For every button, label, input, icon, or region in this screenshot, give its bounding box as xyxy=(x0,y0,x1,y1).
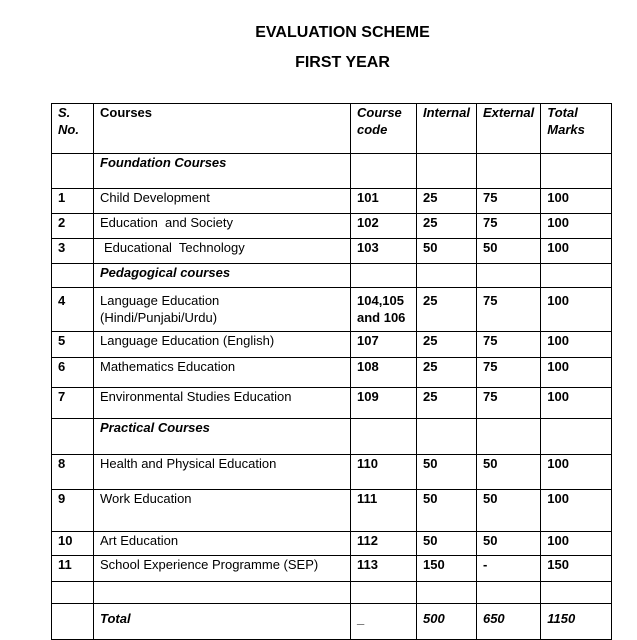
cell-sno: 1 xyxy=(52,189,94,214)
cell-course: Art Education xyxy=(94,532,351,556)
table-row xyxy=(52,239,612,264)
totals-internal: 500 xyxy=(417,604,477,640)
cell-code: 102 xyxy=(351,214,417,239)
cell-course: Work Education xyxy=(94,490,351,532)
table-row xyxy=(52,358,612,388)
cell-internal: 50 xyxy=(417,490,477,532)
cell-internal: 25 xyxy=(417,214,477,239)
cell-course: School Experience Programme (SEP) xyxy=(94,556,351,582)
cell-external: 50 xyxy=(476,490,540,532)
section-row-foundation xyxy=(52,154,612,189)
page-subtitle: FIRST YEAR xyxy=(295,54,390,71)
cell-code: 103 xyxy=(351,239,417,264)
cell-course: Health and Physical Education xyxy=(94,455,351,490)
table-row xyxy=(52,532,612,556)
cell-external: 50 xyxy=(476,532,540,556)
totals-external: 650 xyxy=(476,604,540,640)
cell-total: 100 xyxy=(541,288,612,332)
cell-sno: 8 xyxy=(52,455,94,490)
header-courses: Courses xyxy=(94,104,351,154)
cell-internal: 25 xyxy=(417,189,477,214)
totals-code: _ xyxy=(351,604,417,640)
cell-internal: 50 xyxy=(417,239,477,264)
table-header-row xyxy=(52,104,612,154)
cell-course-line1: Language Education xyxy=(100,293,220,308)
table-row xyxy=(52,490,612,532)
cell-external: 75 xyxy=(476,288,540,332)
table-row xyxy=(52,332,612,358)
table-row xyxy=(52,455,612,490)
cell-course-line2: (Hindi/Punjabi/Urdu) xyxy=(100,310,218,325)
cell-course: Educational Technology xyxy=(94,239,351,264)
cell-total: 100 xyxy=(541,332,612,358)
cell-total: 100 xyxy=(541,388,612,419)
cell-external: 75 xyxy=(476,358,540,388)
cell-code: 108 xyxy=(351,358,417,388)
cell-external: 75 xyxy=(476,189,540,214)
cell-course: Language Education (English) xyxy=(94,332,351,358)
table-row xyxy=(52,288,612,332)
cell-sno: 5 xyxy=(52,332,94,358)
cell-external: 75 xyxy=(476,214,540,239)
cell-total: 150 xyxy=(541,556,612,582)
cell-external: - xyxy=(476,556,540,582)
cell-sno: 2 xyxy=(52,214,94,239)
header-sno-line1: S. xyxy=(58,105,71,120)
totals-label: Total xyxy=(94,604,351,640)
cell-internal: 25 xyxy=(417,288,477,332)
page-title: EVALUATION SCHEME xyxy=(255,24,430,41)
cell-external: 75 xyxy=(476,332,540,358)
cell-course xyxy=(94,288,351,332)
cell-internal: 25 xyxy=(417,388,477,419)
cell-external: 50 xyxy=(476,239,540,264)
header-total-line2: Marks xyxy=(547,122,585,137)
cell-total: 100 xyxy=(541,189,612,214)
section-row-pedagogical xyxy=(52,264,612,288)
cell-code: 112 xyxy=(351,532,417,556)
cell-code-line1: 104,105 xyxy=(357,293,404,308)
header-course-code xyxy=(351,104,417,154)
table-row xyxy=(52,189,612,214)
table-row xyxy=(52,214,612,239)
header-sno xyxy=(52,104,94,154)
cell-code: 107 xyxy=(351,332,417,358)
cell-internal: 25 xyxy=(417,358,477,388)
cell-total: 100 xyxy=(541,358,612,388)
section-foundation-label: Foundation Courses xyxy=(94,154,351,189)
header-external: External xyxy=(476,104,540,154)
cell-internal: 50 xyxy=(417,455,477,490)
cell-sno: 7 xyxy=(52,388,94,419)
cell-code: 113 xyxy=(351,556,417,582)
cell-total: 100 xyxy=(541,239,612,264)
header-internal: Internal xyxy=(417,104,477,154)
section-practical-label: Practical Courses xyxy=(94,419,351,455)
header-sno-line2: No. xyxy=(58,122,79,137)
cell-code: 111 xyxy=(351,490,417,532)
cell-sno: 10 xyxy=(52,532,94,556)
cell-course: Child Development xyxy=(94,189,351,214)
totals-total: 1150 xyxy=(541,604,612,640)
cell-sno: 4 xyxy=(52,288,94,332)
cell-total: 100 xyxy=(541,532,612,556)
cell-code: 109 xyxy=(351,388,417,419)
cell-course: Mathematics Education xyxy=(94,358,351,388)
cell-total: 100 xyxy=(541,490,612,532)
cell-course: Education and Society xyxy=(94,214,351,239)
cell-sno: 3 xyxy=(52,239,94,264)
header-code-line1: Course xyxy=(357,105,402,120)
cell-total: 100 xyxy=(541,455,612,490)
cell-total: 100 xyxy=(541,214,612,239)
cell-internal: 25 xyxy=(417,332,477,358)
section-row-practical xyxy=(52,419,612,455)
cell-code xyxy=(351,288,417,332)
header-total-marks xyxy=(541,104,612,154)
totals-row xyxy=(52,604,612,640)
cell-code-line2: and 106 xyxy=(357,310,406,325)
header-total-line1: Total xyxy=(547,105,578,120)
evaluation-table xyxy=(51,103,612,640)
table-row xyxy=(52,388,612,419)
cell-internal: 50 xyxy=(417,532,477,556)
cell-sno: 11 xyxy=(52,556,94,582)
cell-external: 75 xyxy=(476,388,540,419)
cell-code: 110 xyxy=(351,455,417,490)
cell-sno: 9 xyxy=(52,490,94,532)
table-row xyxy=(52,556,612,582)
cell-external: 50 xyxy=(476,455,540,490)
cell-code: 101 xyxy=(351,189,417,214)
table-row-spacer xyxy=(52,582,612,604)
cell-internal: 150 xyxy=(417,556,477,582)
cell-course: Environmental Studies Education xyxy=(94,388,351,419)
cell-sno: 6 xyxy=(52,358,94,388)
header-code-line2: code xyxy=(357,122,388,137)
section-pedagogical-label: Pedagogical courses xyxy=(94,264,351,288)
